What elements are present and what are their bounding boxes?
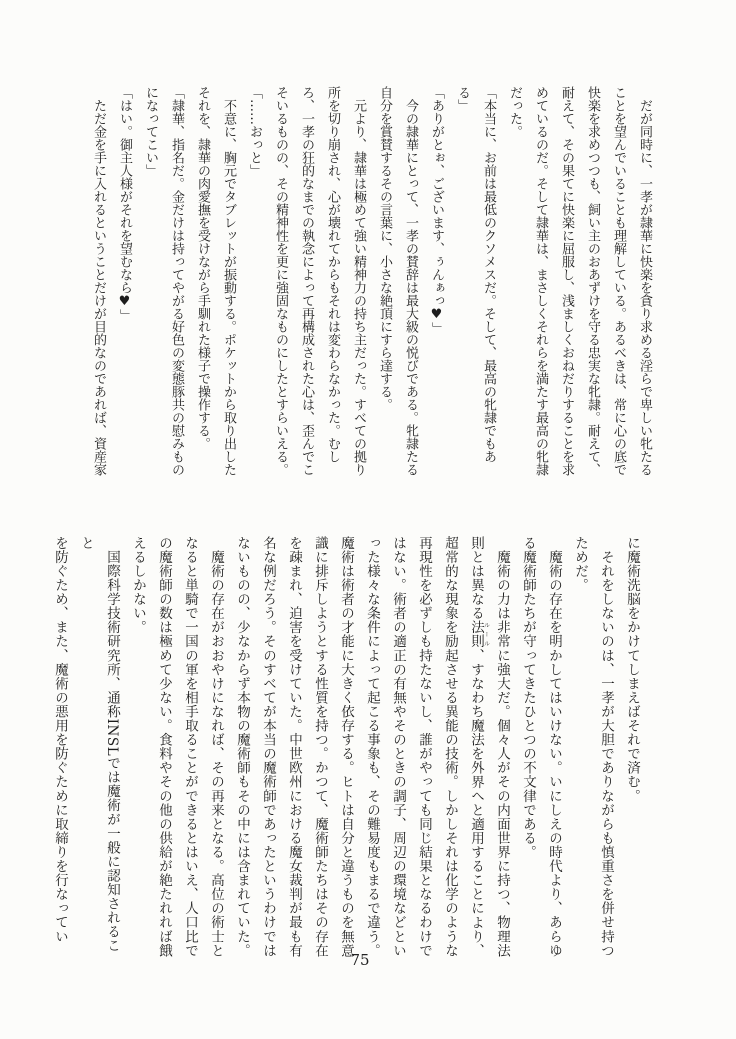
text-column: 「ありがとぉ、ございます、ぅんぁっ♥」 — [429, 86, 444, 335]
text-column: 「はい。御主人様がそれを望むなら♥」 — [117, 86, 132, 322]
text-column: った様々な条件によって起こる事象も、その難易度もまるで違う。 — [364, 536, 380, 958]
text-column: る」 — [455, 86, 470, 112]
text-column: はない。術者の適正の有無やそのときの調子、周辺の環境などとい — [390, 536, 406, 958]
text-column: 魔術の存在がおおやけになれば、その再来となる。高位の術士と — [208, 536, 224, 958]
text-column: 「……おっと」 — [247, 86, 262, 177]
text-column: それをしないのは、一孝が大胆でありながらも慎重さを併せ持つ — [598, 536, 614, 958]
page-number: 75 — [350, 951, 370, 969]
text-block-lower — [47, 536, 645, 960]
text-column: めているのだ。そして隷華は、まさしくそれらを満たす最高の牝隷 — [533, 86, 548, 476]
text-column: だが同時に、一孝が隷華に快楽を貪り求める淫らで卑しい牝たる — [637, 86, 652, 476]
text-column: 識に排斥しようとする性質を持つ。かつて、魔術師たちはその存在 — [312, 536, 328, 958]
text-column: 名な例だろう。そのすべてが本当の魔術師であったというわけでは — [260, 536, 276, 958]
text-column: になってこい」 — [143, 86, 158, 177]
text-column: 魔術の力は非常に強大だ。個々人がその内面世界に持つ、物理法 — [494, 536, 510, 958]
text-column: それを、隷華の肉愛撫を受けながら手馴れた様子で操作する。 — [195, 86, 210, 450]
text-column: ことを望んでいることも理解している。あるべきは、常に心の底で — [611, 86, 626, 476]
text-column: ないものの、少なからず本物の魔術師もその中には含まれていた。 — [234, 536, 250, 958]
text-column: 魔術は術者の才能に大きく依存する。ヒトは自分と違うものを無意 — [338, 536, 354, 958]
text-column: 所を切り崩され、心が壊れてからもそれは変わらなかった。むし — [325, 86, 340, 463]
text-column: る魔術師たちが守ってきたひとつの不文律である。 — [520, 536, 536, 860]
text-column: の魔術師の数は極めて少ない。食料やその他の供給が絶たれれば餓 — [156, 536, 172, 958]
text-column: 快楽を求めつつも、飼い主のおあずけを守る忠実な牝隷。耐えて、 — [585, 86, 600, 476]
text-column: 自分を賞賛するその言葉に、小さな絶頂にすら達する。 — [377, 86, 392, 411]
text-column: 国際科学技術研究所、通称INSLでは魔術が一般に認知されること — [78, 536, 120, 953]
text-column: ただ金を手に入れるということだけが目的なのであれば、資産家 — [91, 86, 106, 476]
text-column: 再現性を必ずしも持たないし、誰がやっても同じ結果となるわけで — [416, 536, 432, 958]
text-column: 超常的な現象を励起させる異能の技術。しかしそれは化学のような — [442, 536, 458, 958]
text-column: なると単騎で一国の軍を相手取ることができるとはいえ、人口比で — [182, 536, 198, 958]
text-column: ろ、一孝の狂的なまでの執念によって再構成された心は、歪んでこ — [299, 86, 314, 476]
text-column: 魔術の存在を明かしてはいけない。いにしえの時代より、あらゆ — [546, 536, 562, 958]
text-column: に魔術洗脳をかけてしまえばそれで済む。 — [624, 536, 640, 803]
text-block-upper — [85, 86, 657, 478]
text-column: 今の隷華にとって、一孝の賛辞は最大級の悦びである。牝隷たる — [403, 86, 418, 476]
text-column: 不意に、胸元でタブレットが振動する。ポケットから取り出した — [221, 86, 236, 476]
text-column: を防ぐため、また、魔術の悪用を防ぐために取締りを行なってい — [52, 536, 68, 944]
text-column: 耐えて、その果てに快楽に屈服し、浅ましくおねだりすることを求 — [559, 86, 574, 476]
text-column: そいるものの、その精神性を更に強固なものにしたとすらいえる。 — [273, 86, 288, 476]
text-column: 「本当に、お前は最低のクソメスだ。そして、最高の牝隷でもあ — [481, 86, 496, 463]
text-column: だった。 — [507, 86, 522, 138]
text-column: を疎まれ、迫害を受けていた。中世欧州における魔女裁判が最も有 — [286, 536, 302, 958]
text-column: 則とは異なる法則ルール、すなわち魔法を外界へと適用することにより、 — [468, 536, 490, 958]
text-column: 元より、隷華は極めて強い精神力の持ち主だった。すべての拠り — [351, 86, 366, 476]
text-column: 「隷華、指名だ。金だけは持ってやがる好色の変態豚共の慰みもの — [169, 86, 184, 476]
ruby-annotation: 法則ルール — [468, 620, 490, 649]
text-column: えるしかない。 — [130, 536, 146, 635]
text-column: ためだ。 — [572, 536, 588, 593]
